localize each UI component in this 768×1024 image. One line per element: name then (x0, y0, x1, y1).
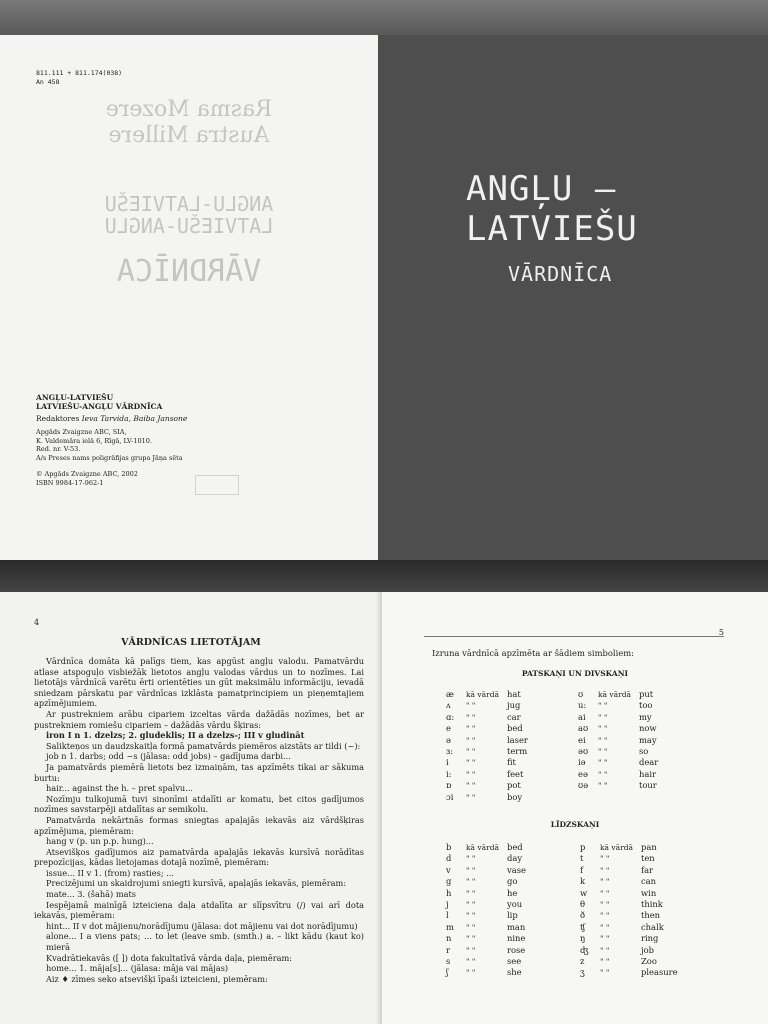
symbol-row (446, 967, 530, 978)
symbol: t (580, 853, 584, 864)
cover-subtitle: VĀRDNĪCA (508, 262, 613, 286)
symbol: ð (580, 910, 586, 921)
paragraph: Vārdnīca domāta kā palīgs tiem, kas apgūst angļu valodu. Pamatvārdu atlase atspoguļo visbiežāk lietotos angļu valodas vārdus un to nozīmes. Lai lietotājs vārdnīcā varētu ērti orientēties un gūt maksimālu informāciju, ievadā sniedzam pārskatu par vārdnīcas izklāsta pamatprincipiem un pieņemtajiem apzīmējumiem. (34, 656, 364, 709)
vowels-table-right (578, 689, 662, 792)
example-word: can (640, 876, 657, 887)
example-word: think (640, 899, 663, 910)
book-title-line-2: LATVIEŠU-ANGĻU VĀRDNĪCA (36, 402, 163, 411)
example-word: man (506, 921, 526, 932)
example-entry: home... 1. māja[s]... (jālasa: māja vai mājas) (46, 963, 229, 974)
reference: " " (600, 900, 610, 910)
example-word: vase (506, 864, 526, 875)
paragraph: Salikteņos un daudzskaitļa formā pamatvārds piemēros aizstāts ar tildi (~): (46, 740, 361, 751)
symbol-row (446, 899, 530, 910)
reference: " " (466, 758, 476, 768)
paragraph: Atsevišķos gadījumos aiz pamatvārda apaļajās iekavās kursīvā norādītas prepozīcijas, kādas lietojamas dotajā nozīmē, piemēram: (34, 846, 364, 868)
example-word: term (506, 746, 528, 757)
symbol: ʌ (446, 700, 451, 711)
example-entry: hair... against the h. – pret spalvu... (46, 783, 193, 794)
symbol: i: (446, 768, 452, 779)
page-number: 4 (34, 618, 40, 627)
symbol-row (578, 746, 662, 757)
symbol-row (446, 876, 530, 887)
example-word: fit (506, 757, 516, 768)
symbol: n (446, 933, 452, 944)
reference: " " (600, 957, 610, 967)
example-word: bed (506, 723, 523, 734)
reference: " " (466, 769, 476, 779)
symbol: l (446, 910, 449, 921)
example-word: laser (506, 734, 528, 745)
symbol: e (446, 723, 451, 734)
symbol: ʧ (580, 921, 586, 932)
symbol-row (446, 853, 530, 864)
example-word: tour (638, 780, 657, 791)
symbol: ai (578, 711, 586, 722)
paragraph: Iespējamā mainīgā izteiciena daļa atdalīta ar slīpsvītru (/) vai arī dota iekavās, piemēram: (34, 899, 364, 921)
reference: " " (600, 865, 610, 875)
example-word: ring (640, 933, 659, 944)
example-word: car (506, 711, 521, 722)
example-word: dear (638, 757, 659, 768)
reference: " " (466, 877, 476, 887)
page-heading: VĀRDNĪCAS LIETOTĀJAM (121, 637, 261, 648)
example-word: see (506, 956, 522, 967)
reference: " " (598, 747, 608, 757)
example-word: Zoo (640, 956, 657, 967)
example-word: job (640, 944, 654, 955)
example-word: ten (640, 853, 655, 864)
symbol: j (446, 899, 449, 910)
example-word: hat (506, 689, 521, 699)
imprint-details (36, 393, 356, 487)
reference: " " (600, 934, 610, 944)
symbol-row (446, 769, 532, 780)
symbol-row (446, 842, 530, 853)
example-word: may (638, 734, 657, 745)
symbol-row (446, 712, 532, 723)
symbol-row (446, 735, 532, 746)
symbol: eə (578, 768, 588, 779)
reference: " " (466, 922, 476, 932)
symbol: ə (446, 734, 451, 745)
reference: " " (466, 911, 476, 921)
symbol-row (580, 933, 682, 944)
reference: " " (598, 735, 608, 745)
reference: " " (600, 877, 610, 887)
example-word: you (506, 899, 523, 910)
reference: " " (600, 854, 610, 864)
photo-background-top (0, 0, 768, 35)
reference: " " (466, 792, 476, 802)
reference: " " (466, 712, 476, 722)
symbol: θ (580, 899, 586, 910)
example-word: go (506, 876, 518, 887)
example-entry: iron I n 1. dzelzs; 2. gludeklis; II a dzelzs-; III v gludināt (46, 730, 305, 741)
symbol: s (446, 956, 451, 967)
reference: " " (600, 968, 610, 978)
example-word: she (506, 967, 522, 978)
example-word: pan (640, 842, 657, 852)
symbol: iə (578, 757, 586, 768)
example-word: feet (506, 768, 524, 779)
publisher-logo-show-through (195, 475, 239, 495)
symbol-row (580, 899, 682, 910)
symbol: u: (578, 700, 587, 711)
symbol: h (446, 887, 452, 898)
symbol: ɒ (446, 780, 452, 791)
symbol-row (580, 888, 682, 899)
example-word: nine (506, 933, 526, 944)
symbol-row (578, 780, 662, 791)
example-entry: issue... II v 1. (from) rasties; ... (46, 867, 175, 878)
example-word: then (640, 910, 661, 921)
symbol-row (446, 746, 532, 757)
symbol: ʊə (578, 780, 589, 791)
book-title-line-1: ANGĻU-LATVIEŠU (36, 393, 114, 402)
example-word: jug (506, 700, 521, 711)
symbol-row (446, 723, 532, 734)
reference: " " (466, 900, 476, 910)
symbol: v (446, 864, 451, 875)
symbol-row (446, 922, 530, 933)
symbol: ʃ (446, 967, 449, 978)
symbol-row (578, 735, 662, 746)
example-word: bed (506, 842, 523, 852)
page-five (382, 592, 768, 1024)
symbol: k (580, 876, 586, 887)
reference: " " (598, 781, 608, 791)
vowels-heading: PATSKAŅI UN DIVSKAŅI (521, 669, 629, 678)
cover-title-line-1: ANGĻU – (466, 169, 617, 209)
reference: " " (600, 911, 610, 921)
paragraph: Ja pamatvārds piemērā lietots bez izmaiņām, tas apzīmēts tikai ar sākuma burtu: (34, 761, 364, 783)
symbol: z (580, 956, 585, 967)
symbol-row (446, 689, 532, 700)
example-word: lip (506, 910, 518, 921)
symbol-row (578, 689, 662, 700)
symbol: aʊ (578, 723, 589, 734)
reference: " " (600, 888, 610, 898)
reference: " " (466, 781, 476, 791)
symbol: b (446, 842, 452, 852)
example-word: win (640, 887, 657, 898)
page-number: 5 (718, 628, 724, 637)
consonants-table-left (446, 842, 530, 979)
symbol-row (580, 922, 682, 933)
reference: " " (600, 922, 610, 932)
symbol: ɜ: (446, 746, 454, 757)
example-word: day (506, 853, 523, 864)
reference: kā vārdā (466, 843, 499, 852)
reference: " " (598, 712, 608, 722)
reference: " " (466, 888, 476, 898)
consonants-heading: LĪDZSKAŅI (550, 820, 600, 829)
symbol-row (446, 865, 530, 876)
example-word: pot (506, 780, 521, 791)
reference: " " (466, 865, 476, 875)
header-rule (424, 636, 724, 637)
symbol: æ (446, 689, 454, 699)
imprint-page (0, 35, 378, 560)
symbol-row (446, 700, 532, 711)
symbol-row (578, 723, 662, 734)
show-through-title: ANGLU-LATVIEŠU LATVIEŠU-ANGLU (104, 192, 274, 238)
symbol: ŋ (580, 933, 586, 944)
symbol: ʒ (580, 967, 585, 978)
photo-background-middle (0, 560, 768, 592)
symbol-row (446, 792, 532, 803)
reference: " " (466, 747, 476, 757)
example-entry: alone... I a viens pats; ... to let (leave smb. (smth.) a. – likt kādu (kaut ko) mierā (46, 931, 364, 953)
symbol-row (580, 842, 682, 853)
symbol: f (580, 864, 584, 875)
introduction-text (34, 656, 364, 984)
example-entry: mate... 3. (šahā) mats (46, 889, 136, 900)
show-through-dictionary: VĀRDNĪCA (116, 254, 262, 289)
symbol-row (578, 757, 662, 768)
symbol: ei (578, 734, 586, 745)
cover-title-line-2: LATVIEŠU (466, 209, 638, 249)
paragraph: Ar pustrekniem arābu cipariem izceltas vārda dažādās nozīmes, bet ar pustrekniem romiešu cipariem – dažādās vārdu šķiras: (34, 708, 364, 730)
example-word: rose (506, 944, 526, 955)
example-entry: hang v (p. un p.p. hung)... (46, 836, 154, 847)
symbol: g (446, 876, 452, 887)
example-entry: hint... II v dot mājienu/norādījumu (jālasa: dot mājienu vai dot norādījumu) (46, 920, 358, 931)
example-word: far (640, 864, 654, 875)
paragraph: Nozīmju tulkojumā tuvi sinonīmi atdalīti ar komatu, bet citos gadījumos nozīmes savstarpēji atdalītas ar semikolu. (34, 793, 364, 815)
symbol: ɔi (446, 791, 454, 802)
symbol: m (446, 921, 454, 932)
symbol-row (578, 700, 662, 711)
symbol-row (446, 888, 530, 899)
symbol: r (446, 944, 451, 955)
symbol-row (446, 933, 530, 944)
reference: kā vārdā (466, 690, 499, 699)
reference: kā vārdā (600, 843, 633, 852)
symbol: d (446, 853, 452, 864)
symbol-row (580, 853, 682, 864)
paragraph: Aiz ♦ zīmes seko atsevišķi īpaši izteicieni, piemēram: (46, 973, 268, 984)
catalog-code: An 458 (36, 77, 60, 86)
symbol: ʤ (580, 944, 589, 955)
symbol-row (580, 865, 682, 876)
symbol-row (580, 945, 682, 956)
symbol-row (580, 956, 682, 967)
symbol-row (580, 876, 682, 887)
example-word: chalk (640, 921, 664, 932)
copyright-block: © Apgāds Zvaigzne ABC, 2002 ISBN 9984-17-962-1 (36, 470, 138, 487)
show-through-authors: Rasma Mozere Austra Millere (105, 97, 273, 148)
reference: " " (466, 724, 476, 734)
symbol-row (580, 967, 682, 978)
example-word: my (638, 711, 652, 722)
symbol-row (446, 910, 530, 921)
example-word: put (638, 689, 654, 699)
example-word: boy (506, 791, 523, 802)
symbol-row (578, 712, 662, 723)
consonants-table-right (580, 842, 682, 979)
reference: " " (466, 957, 476, 967)
example-word: now (638, 723, 657, 734)
symbol: w (580, 887, 588, 898)
classification-block (36, 69, 122, 86)
symbol: əʊ (578, 746, 589, 757)
symbol-row (446, 956, 530, 967)
reference: " " (466, 945, 476, 955)
cover-page (378, 35, 768, 560)
symbol: ʊ (578, 689, 584, 699)
udk-code: 811.111 + 811.174(038) (36, 69, 123, 77)
example-word: too (638, 700, 653, 711)
paragraph: Kvadrātiekavās ([ ]) dota fakultatīvā vārda daļa, piemēram: (46, 952, 293, 963)
editors-line: Redaktores Ieva Tarvida, Baiba Jansone (36, 414, 188, 423)
symbol-row (580, 910, 682, 921)
example-word: he (506, 887, 518, 898)
symbol: ɑ: (446, 711, 455, 722)
paragraph: Pamatvārda nekārtnās formas sniegtas apaļajās iekavās aiz vārdšķiras apzīmējuma, piemēram: (34, 814, 364, 836)
pronunciation-intro: Izruna vārdnīcā apzīmēta ar šādiem simboliem: (432, 648, 634, 658)
paragraph: Precizējumi un skaidrojumi sniegti kursīvā, apaļajās iekavās, piemēram: (46, 878, 347, 889)
example-word: so (638, 746, 649, 757)
example-entry: job n 1. darbs; odd ~s (jālasa: odd jobs) – gadījuma darbi... (46, 751, 291, 762)
page-four (0, 592, 382, 1024)
reference: " " (466, 854, 476, 864)
symbol-row (446, 780, 532, 791)
reference: " " (600, 945, 610, 955)
example-word: hair (638, 768, 657, 779)
reference: " " (466, 968, 476, 978)
reference: " " (598, 769, 608, 779)
reference: " " (598, 758, 608, 768)
reference: " " (466, 934, 476, 944)
reference: " " (466, 735, 476, 745)
symbol-row (578, 769, 662, 780)
example-word: pleasure (640, 967, 678, 978)
reference: kā vārdā (598, 690, 631, 699)
symbol: p (580, 842, 586, 852)
symbol-row (446, 757, 532, 768)
publisher-block: Apgāds Zvaigzne ABC, SIA, K. Valdemāra ielā 6, Rīgā, LV-1010. Red. nr. V-53. A/s Preses nams poligrāfijas grupa Jāņa sēta (36, 428, 183, 462)
symbol-row (446, 945, 530, 956)
reference: " " (466, 701, 476, 711)
symbol: i (446, 757, 449, 768)
reference: " " (598, 701, 608, 711)
reference: " " (598, 724, 608, 734)
vowels-table-left (446, 689, 532, 803)
